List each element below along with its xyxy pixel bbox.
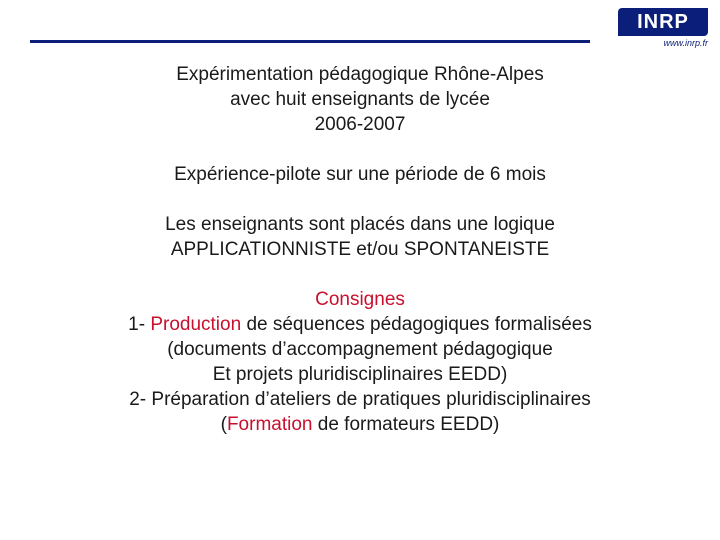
intro-block <box>0 62 720 137</box>
logic-line-2: APPLICATIONNISTE et/ou SPONTANEISTE <box>170 239 550 260</box>
item1-highlight: Production <box>150 314 242 335</box>
consignes-block <box>0 287 720 437</box>
consignes-item-1 <box>0 312 720 337</box>
consignes-title: Consignes <box>315 289 405 310</box>
consignes-item-1-line-2: (documents d’accompagnement pédagogique <box>167 339 553 360</box>
intro-line-1: Expérimentation pédagogique Rhône-Alpes <box>176 64 544 85</box>
intro-line-3: 2006-2007 <box>314 114 406 135</box>
item1-prefix: 1- <box>128 314 151 335</box>
logo-url: www.inrp.fr <box>663 38 708 48</box>
pilot-block <box>0 162 720 187</box>
pilot-line: Expérience-pilote sur une période de 6 mois <box>174 164 546 185</box>
header-rule <box>30 40 590 43</box>
item2-rest: de formateurs EEDD) <box>312 414 500 435</box>
logo-mark: INRP <box>618 8 708 36</box>
consignes-item-2-line-2 <box>0 412 720 437</box>
item2-open: ( <box>220 414 227 435</box>
consignes-item-1-line-3: Et projets pluridisciplinaires EEDD) <box>212 364 508 385</box>
logic-block <box>0 212 720 262</box>
item1-rest: de séquences pédagogiques formalisées <box>241 314 592 335</box>
inrp-logo <box>596 6 714 50</box>
consignes-item-2: 2- Préparation d’ateliers de pratiques pluridisciplinaires <box>129 389 591 410</box>
logic-line-1: Les enseignants sont placés dans une logique <box>165 214 555 235</box>
item2-highlight: Formation <box>226 414 313 435</box>
intro-line-2: avec huit enseignants de lycée <box>230 89 490 110</box>
slide-content <box>0 62 720 462</box>
